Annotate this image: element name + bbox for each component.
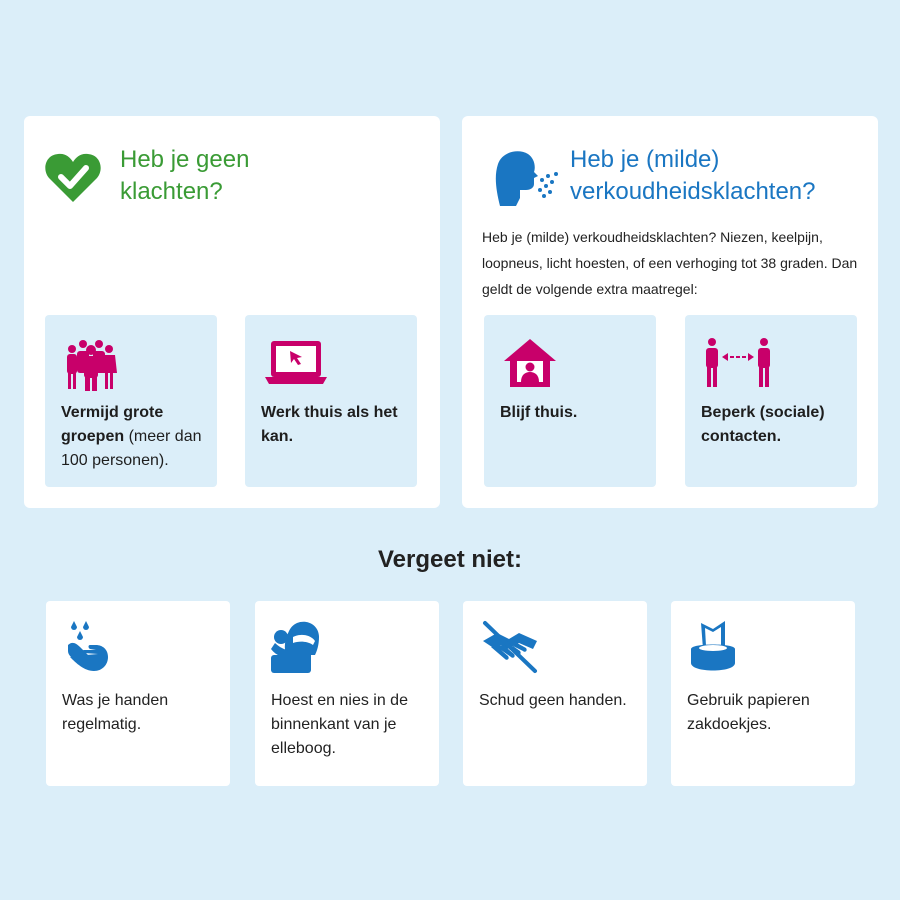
no-handshake-icon <box>479 619 541 680</box>
mild-complaints-description: Heb je (milde) verkoudheidsklachten? Niezen, keelpijn, loopneus, licht hoesten, of een verhoging tot 38 graden. Dan geldt de volgende extra maatregel: <box>482 229 858 297</box>
tip-no-handshake-label: Schud geen handen. <box>479 692 627 709</box>
mild-complaints-panel <box>462 116 878 508</box>
card-limit-contacts-label: Beperk (sociale) contacten. <box>701 404 825 445</box>
group-icon <box>63 337 119 398</box>
card-stay-home <box>484 315 656 487</box>
distance-people-icon <box>703 337 773 394</box>
tip-tissues <box>671 601 855 786</box>
card-work-home <box>245 315 417 487</box>
tip-cough-elbow-label: Hoest en nies in de binnenkant van je elleboog. <box>271 692 408 757</box>
tip-wash-hands <box>46 601 230 786</box>
card-limit-contacts <box>685 315 857 487</box>
tip-cough-elbow <box>255 601 439 786</box>
tip-no-handshake <box>463 601 647 786</box>
no-complaints-panel <box>24 116 440 508</box>
card-avoid-groups <box>45 315 217 487</box>
tip-wash-hands-label: Was je handen regelmatig. <box>62 692 169 733</box>
card-stay-home-label: Blijf thuis. <box>500 404 578 421</box>
laptop-icon <box>263 337 329 392</box>
house-person-icon <box>502 337 558 394</box>
tissue-box-icon <box>687 619 739 682</box>
cough-elbow-icon <box>271 619 327 678</box>
card-work-home-label: Werk thuis als het kan. <box>261 404 398 445</box>
heart-check-icon <box>44 150 102 209</box>
mild-complaints-title: Heb je (milde) verkoudheidsklachten? <box>570 146 816 205</box>
wash-hands-icon <box>62 619 114 680</box>
sneezing-person-icon <box>490 146 560 215</box>
reminders-heading: Vergeet niet: <box>377 546 523 573</box>
tip-tissues-label: Gebruik papieren zakdoekjes. <box>687 692 810 733</box>
no-complaints-title: Heb je geen klachten? <box>120 146 250 205</box>
card-avoid-groups-label: Vermijd grote groepen (meer dan 100 personen). <box>61 404 202 469</box>
